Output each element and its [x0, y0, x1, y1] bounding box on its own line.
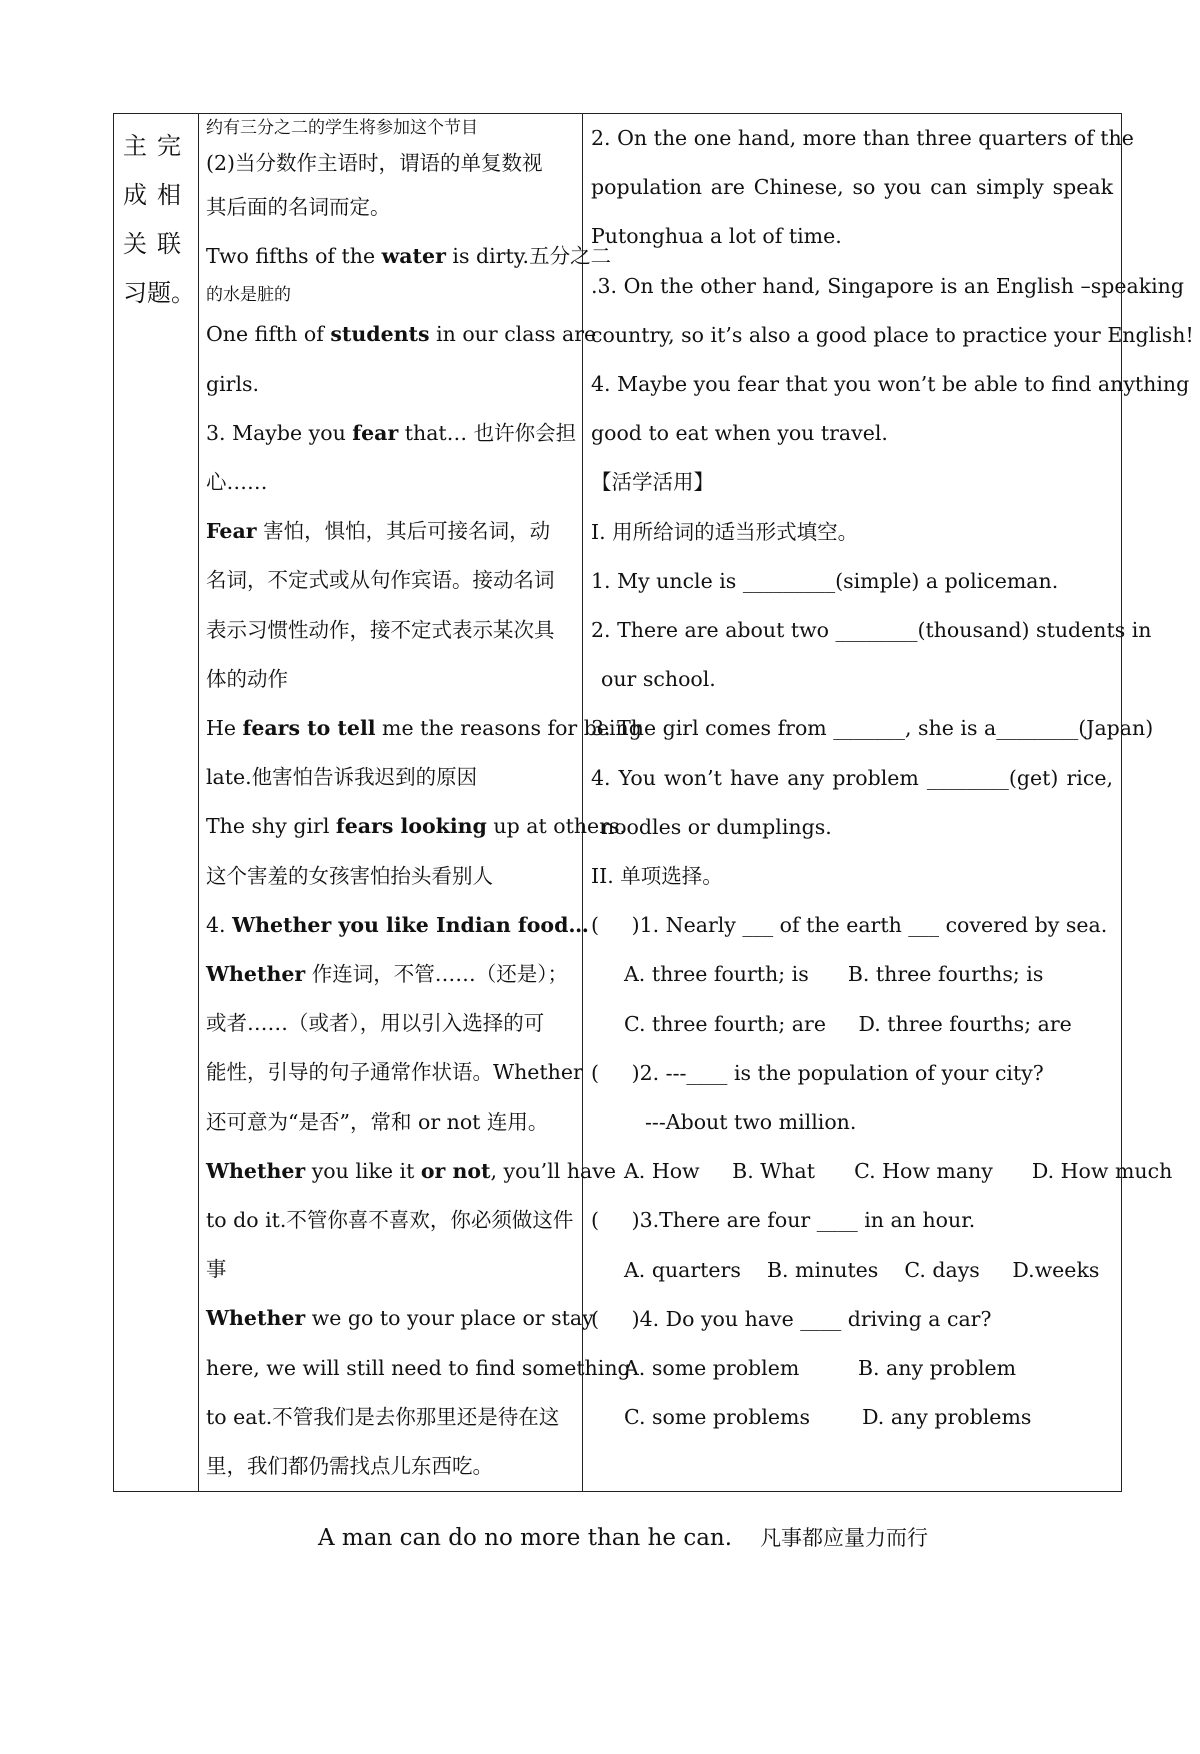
exercise-question: 4. You won’t have any problem ________(get) rice, [591, 765, 1113, 790]
note-line: 的水是脏的 [206, 285, 291, 306]
note-line: 或者……（或者），用以引入选择的可 [206, 1011, 545, 1036]
note-line: 其后面的名词而定。 [206, 195, 391, 219]
note-line: Whether we go to your place or stay [206, 1306, 594, 1331]
note-line: The shy girl fears looking up at others. [206, 814, 626, 839]
note-line: Whether you like it or not, you’ll have [206, 1158, 616, 1183]
section-heading: I. 用所给词的适当形式填空。 [591, 519, 859, 544]
choice-options: A. quarters B. minutes C. days D.weeks [624, 1257, 1100, 1282]
note-line: 能性，引导的句子通常作状语。Whether [206, 1060, 583, 1085]
section-heading: II. 单项选择。 [591, 864, 723, 889]
note-line: 4. Whether you like Indian food… [206, 912, 589, 937]
note-line: 3. Maybe you fear that… 也许你会担 [206, 420, 577, 445]
side-char: 联 [157, 230, 181, 258]
note-line: 还可意为“是否”，常和 or not 连用。 [206, 1109, 549, 1134]
note-line: to eat.不管我们是去你那里还是待在这 [206, 1404, 560, 1429]
note-line: 约有三分之二的学生将参加这个节目 [206, 118, 478, 138]
practice-line: good to eat when you travel. [591, 421, 888, 446]
practice-line: .3. On the other hand, Singapore is an English –speaking [591, 273, 1185, 298]
side-char: 完 [157, 132, 181, 160]
choice-options: C. three fourth; are D. three fourths; are [624, 1011, 1072, 1036]
grammar-notes-cell [199, 114, 642, 1492]
practice-line: 2. On the one hand, more than three quarters of the [591, 126, 1134, 150]
note-line: late.他害怕告诉我迟到的原因 [206, 765, 478, 790]
note-line: One fifth of students in our class are [206, 322, 597, 347]
choice-options: A. three fourth; is B. three fourths; is [624, 962, 1044, 987]
exercise-question: noodles or dumplings. [601, 814, 832, 839]
practice-line: 4. Maybe you fear that you won’t be able to find anything [591, 372, 1190, 397]
exercise-question: 3. The girl comes from _______, she is a________(Japan) [591, 716, 1154, 741]
note-line: girls. [206, 371, 260, 396]
choice-question: ( )1. Nearly ___ of the earth ___ covered by sea. [591, 913, 1108, 938]
exercise-table [113, 113, 1194, 1492]
note-line: 这个害羞的女孩害怕抬头看别人 [206, 863, 493, 888]
note-line: (2)当分数作主语时，谓语的单复数视 [206, 151, 543, 175]
note-line: 心…… [206, 470, 268, 495]
proverb-chinese: 凡事都应量力而行 [760, 1526, 929, 1550]
note-line: 体的动作 [206, 666, 288, 691]
choice-question: ( )3.There are four ____ in an hour. [591, 1208, 976, 1233]
note-line: to do it.不管你喜不喜欢，你必须做这件 [206, 1208, 574, 1233]
choice-answer-line: ---About two million. [645, 1110, 857, 1135]
note-line: 里，我们都仍需找点儿东西吃。 [206, 1454, 493, 1479]
practice-line: population are Chinese, so you can simply speak [591, 175, 1113, 200]
note-line: 事 [206, 1257, 227, 1282]
exercise-question: 2. There are about two ________(thousand) students in [591, 618, 1152, 643]
note-line: 名词，不定式或从句作宾语。接动名词 [206, 568, 555, 593]
footer-proverb [318, 1522, 928, 1552]
note-line: Whether 作连词，不管……（还是）； [206, 962, 568, 987]
side-char: 习题。 [123, 279, 195, 307]
side-char: 主 [123, 132, 147, 160]
choice-question: ( )2. ---____ is the population of your city? [591, 1060, 1044, 1085]
note-line: Fear 害怕，惧怕，其后可接名词，动 [206, 519, 551, 544]
side-label-cell [114, 114, 199, 1492]
side-char: 关 [123, 230, 147, 258]
exercise-question: our school. [601, 667, 716, 692]
proverb-english: A man can do no more than he can. [318, 1525, 733, 1551]
choice-question: ( )4. Do you have ____ driving a car? [591, 1306, 992, 1331]
note-line: here, we will still need to find something [206, 1355, 631, 1380]
exercise-question: 1. My uncle is _________(simple) a policeman. [591, 568, 1059, 593]
note-line: 表示习惯性动作，接不定式表示某次具 [206, 617, 555, 642]
note-line: He fears to tell me the reasons for being [206, 716, 642, 741]
note-line: Two fifths of the water is dirty.五分之二 [206, 244, 612, 269]
practice-cell [583, 114, 1194, 1492]
side-char: 成 [123, 181, 147, 209]
practice-line: Putonghua a lot of time. [591, 224, 842, 249]
practice-line: country, so it’s also a good place to practice your English! [591, 322, 1194, 347]
section-heading: 【活学活用】 [591, 470, 714, 495]
choice-options: C. some problems D. any problems [624, 1405, 1032, 1430]
choice-options: A. some problem B. any problem [624, 1356, 1017, 1381]
choice-options: A. How B. What C. How many D. How much [624, 1159, 1173, 1184]
side-char: 相 [157, 181, 181, 209]
